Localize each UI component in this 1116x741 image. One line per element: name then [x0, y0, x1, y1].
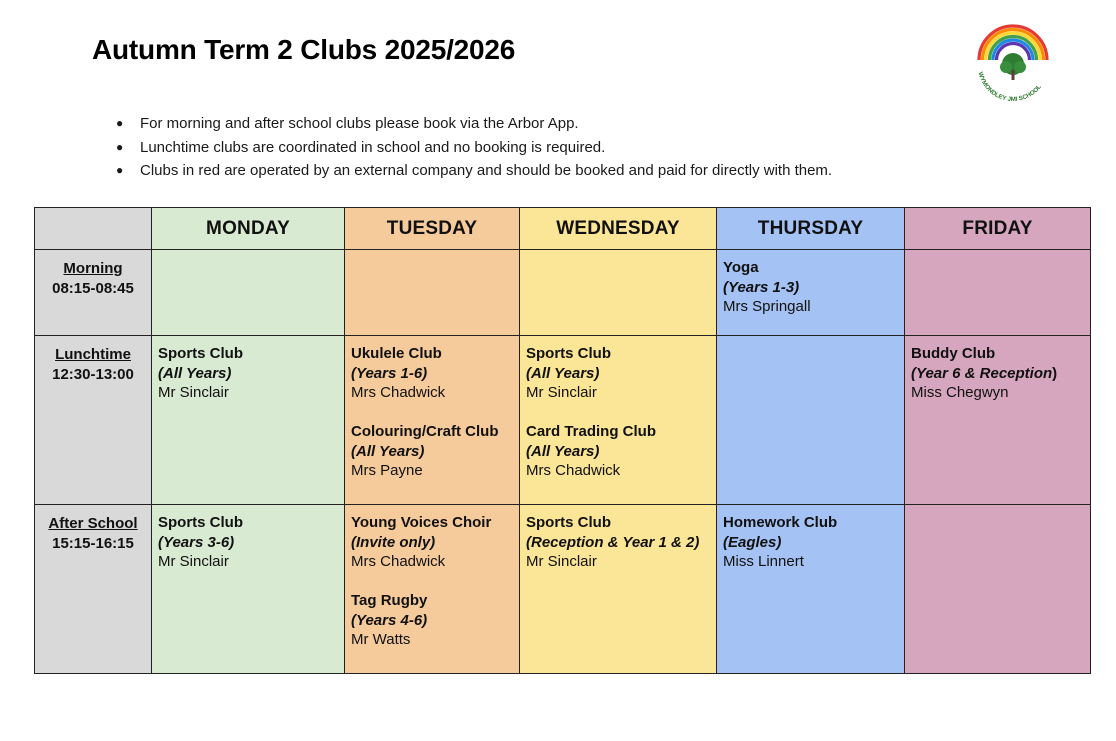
club-entry: [526, 422, 710, 481]
header-row: [35, 208, 1091, 250]
page-title: Autumn Term 2 Clubs 2025/2026: [92, 34, 516, 65]
cell-lunch-wednesday: [520, 336, 717, 505]
rainbow-tree-logo-icon: [972, 20, 1054, 110]
cell-after-monday: [152, 505, 345, 674]
club-teacher: Mrs Springall: [723, 298, 811, 315]
cell-lunch-tuesday: [345, 336, 520, 505]
club-entry: [526, 344, 710, 403]
day-header-wednesday: WEDNESDAY: [520, 208, 717, 250]
club-name: Homework Club: [723, 514, 838, 531]
club-years: (Years 1-6): [351, 364, 428, 382]
club-teacher: Mrs Chadwick: [526, 462, 621, 479]
club-teacher: Mr Sinclair: [158, 384, 229, 401]
club-teacher: Miss Chegwyn: [911, 384, 1009, 401]
club-entry: [723, 258, 898, 317]
club-years: (All Years): [351, 442, 425, 460]
club-entry: [351, 513, 513, 572]
club-name: Ukulele Club: [351, 345, 442, 362]
club-teacher: Mrs Chadwick: [351, 553, 446, 570]
club-years: (Reception & Year 1 & 2): [526, 533, 700, 551]
cell-after-wednesday: [520, 505, 717, 674]
notes-list: [116, 112, 832, 183]
club-entry: [351, 591, 513, 650]
club-name: Sports Club: [526, 514, 611, 531]
note-item: ● Lunchtime clubs are coordinated in school and no booking is required.: [116, 136, 832, 160]
svg-text:WYMONDLEY JMI SCHOOL: [977, 71, 1043, 103]
club-years: (Years 1-3): [723, 278, 800, 296]
school-logo: [972, 20, 1054, 110]
club-entry: [158, 344, 338, 403]
clubs-timetable: [34, 207, 1091, 674]
club-teacher: Mr Sinclair: [158, 553, 229, 570]
club-name: Buddy Club: [911, 345, 996, 362]
club-name: Sports Club: [158, 514, 243, 531]
table-row-after-school: [35, 505, 1091, 674]
club-entry: [158, 513, 338, 572]
cell-after-thursday: [717, 505, 905, 674]
cell-morning-tuesday: [345, 250, 520, 336]
club-years: (Invite only): [351, 533, 436, 551]
club-teacher: Mr Watts: [351, 631, 411, 648]
club-years: (Years 4-6): [351, 611, 428, 629]
club-teacher: Mrs Payne: [351, 462, 423, 479]
club-teacher: Mr Sinclair: [526, 384, 597, 401]
club-years: (Years 3-6): [158, 533, 235, 551]
cell-morning-monday: [152, 250, 345, 336]
club-name: Tag Rugby: [351, 592, 428, 609]
cell-lunch-friday: [905, 336, 1091, 505]
cell-morning-thursday: [717, 250, 905, 336]
cell-lunch-monday: [152, 336, 345, 505]
bullet-icon: ●: [116, 163, 124, 177]
club-teacher: Mr Sinclair: [526, 553, 597, 570]
club-years: (Eagles): [723, 533, 782, 551]
club-years: (All Years): [526, 364, 600, 382]
club-years: (All Years): [158, 364, 232, 382]
day-header-friday: FRIDAY: [905, 208, 1091, 250]
club-teacher: Mrs Chadwick: [351, 384, 446, 401]
club-entry: [351, 422, 513, 481]
table-row-morning: [35, 250, 1091, 336]
club-name: Sports Club: [158, 345, 243, 362]
bullet-icon: ●: [116, 116, 124, 130]
logo-text: WYMONDLEY JMI SCHOOL: [976, 71, 1043, 104]
note-item: ● For morning and after school clubs please book via the Arbor App.: [116, 112, 832, 136]
bullet-icon: ●: [116, 139, 124, 154]
club-name: Sports Club: [526, 345, 611, 362]
slot-label-morning: Morning 08:15-08:45: [35, 250, 152, 336]
day-header-thursday: THURSDAY: [717, 208, 905, 250]
club-entry: [911, 344, 1084, 403]
club-years: (All Years): [526, 442, 600, 460]
slot-label-lunchtime: Lunchtime 12:30-13:00: [35, 336, 152, 505]
club-entry: [526, 513, 710, 572]
club-name: Young Voices Choir: [351, 514, 492, 531]
cell-after-friday: [905, 505, 1091, 674]
club-years: (Year 6 & Reception): [911, 364, 1058, 382]
club-entry: [351, 344, 513, 403]
day-header-tuesday: TUESDAY: [345, 208, 520, 250]
day-header-monday: MONDAY: [152, 208, 345, 250]
table-row-lunchtime: [35, 336, 1091, 505]
club-name: Card Trading Club: [526, 423, 657, 440]
club-teacher: Miss Linnert: [723, 553, 804, 570]
cell-after-tuesday: [345, 505, 520, 674]
cell-lunch-thursday: [717, 336, 905, 505]
club-name: Colouring/Craft Club: [351, 423, 499, 440]
cell-morning-friday: [905, 250, 1091, 336]
note-item: ● Clubs in red are operated by an external company and should be booked and paid for directly with them.: [116, 159, 832, 183]
club-name: Yoga: [723, 259, 759, 276]
corner-cell: [35, 208, 152, 250]
club-entry: [723, 513, 898, 572]
slot-label-after-school: After School 15:15-16:15: [35, 505, 152, 674]
cell-morning-wednesday: [520, 250, 717, 336]
